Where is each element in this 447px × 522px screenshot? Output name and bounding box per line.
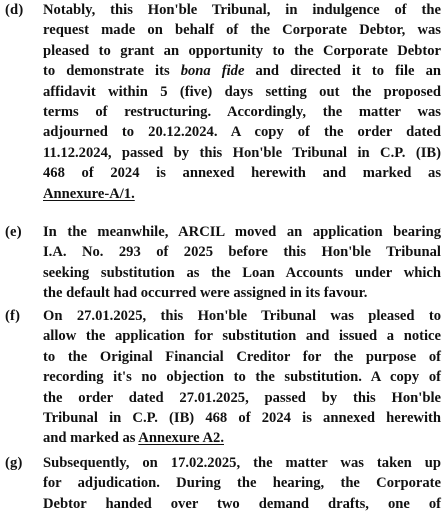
- text-segment: Notably, this Hon'ble Tribunal, in indulgence of the: [43, 2, 441, 18]
- text-segment: to the Original Financial Creditor for the purpose of: [43, 348, 441, 365]
- text-line: [43, 367, 441, 387]
- text-line: [43, 0, 441, 20]
- text-segment: adjourned to 20.12.2024. A copy of the order dated: [43, 124, 441, 141]
- text-line: [43, 184, 441, 204]
- text-line: [43, 388, 441, 408]
- text-segment: 11.12.2024, passed by this Hon'ble Tribunal in C.P. (IB): [43, 144, 441, 161]
- annexure-reference: Annexure A2.: [138, 430, 224, 447]
- annexure-reference: Annexure-A/1.: [43, 185, 135, 202]
- text-segment: to demonstrate its: [43, 63, 181, 80]
- text-segment: In the meanwhile, ARCIL moved an application bearing: [43, 224, 441, 240]
- text-segment: I.A. No. 293 of 2025 before this Hon'ble Tribunal: [43, 244, 441, 261]
- text-line: [43, 242, 441, 262]
- text-line: [43, 20, 441, 40]
- paragraph-marker: (g): [5, 455, 23, 471]
- text-line: [43, 408, 441, 428]
- text-line: [43, 143, 441, 163]
- text-line: [43, 82, 441, 102]
- text-line: [43, 102, 441, 122]
- text-line: [43, 163, 441, 183]
- text-segment: request made on behalf of the Corporate Debtor, was: [43, 22, 441, 39]
- text-segment: 468 of 2024 is annexed herewith and marked as: [43, 165, 441, 182]
- text-line: [43, 306, 441, 326]
- text-line: [43, 473, 441, 493]
- text-segment: the order dated 27.01.2025, passed by this Hon'ble: [43, 389, 441, 406]
- text-segment: pleased to grant an opportunity to the Corporate Debtor: [43, 42, 441, 59]
- text-line: [43, 122, 441, 142]
- text-segment: On 27.01.2025, this Hon'ble Tribunal was pleased to: [43, 308, 441, 324]
- text-segment: affidavit within 5 (five) days setting out the proposed: [43, 83, 441, 100]
- paragraph-marker: (f): [5, 308, 21, 324]
- text-segment: for adjudication. During the hearing, the Corporate: [43, 475, 441, 492]
- text-line: [43, 428, 441, 448]
- italic-phrase: bona fide: [180, 63, 245, 80]
- text-line: [43, 347, 441, 367]
- text-segment: Subsequently, on 17.02.2025, the matter was taken up: [43, 455, 441, 471]
- text-line: [43, 263, 441, 283]
- text-segment: allow the application for substitution and issued a notice: [43, 328, 441, 345]
- text-line: [43, 326, 441, 346]
- text-line: [43, 494, 441, 514]
- text-segment: and directed it to file an: [244, 63, 441, 80]
- text-segment: recording it's no objection to the substitution. A copy of: [43, 369, 441, 386]
- text-line: [43, 61, 441, 81]
- text-line: [43, 453, 441, 473]
- text-segment: terms of restructuring. Accordingly, the matter was: [43, 104, 441, 120]
- text-line: [43, 283, 441, 303]
- text-segment: the default had occurred were assigned in its favour.: [43, 285, 368, 302]
- text-segment: Debtor handed over two demand drafts, one of: [43, 495, 441, 512]
- text-line: [43, 41, 441, 61]
- text-segment: seeking substitution as the Loan Accounts under which: [43, 264, 441, 281]
- text-segment: and marked as: [43, 430, 139, 447]
- paragraph-marker: (d): [5, 2, 24, 18]
- paragraph-marker: (e): [5, 224, 22, 240]
- text-segment: Tribunal in C.P. (IB) 468 of 2024 is annexed herewith: [43, 410, 441, 426]
- text-line: [43, 222, 441, 242]
